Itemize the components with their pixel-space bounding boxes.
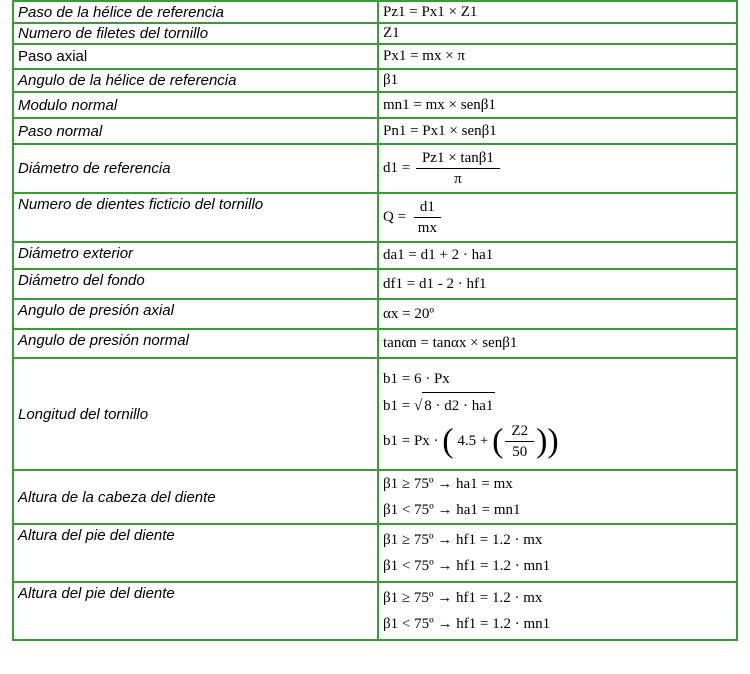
- formula-line: β1 < 75º → hf1 = 1.2 · mn1: [383, 558, 551, 574]
- table-row: [13, 329, 737, 358]
- formula-lhs: b1 = Px ·: [383, 432, 439, 449]
- table-row: [13, 193, 737, 242]
- table-row: [13, 582, 737, 640]
- row-label: Numero de filetes del tornillo: [13, 23, 378, 44]
- fraction-numerator: Z2: [505, 422, 534, 442]
- row-formula: Z1: [378, 23, 737, 44]
- table-row: [13, 242, 737, 269]
- row-formula: Pn1 = Px1 × senβ1: [378, 118, 737, 144]
- formula-line: β1 ≥ 75º → hf1 = 1.2 · mx: [383, 590, 543, 606]
- row-formula: df1 = d1 - 2 · hf1: [378, 269, 737, 299]
- row-label: Longitud del tornillo: [13, 358, 378, 470]
- table-row: [13, 524, 737, 582]
- formula-table: [12, 0, 738, 641]
- row-label: Diámetro exterior: [13, 242, 378, 269]
- row-label: Diámetro del fondo: [13, 269, 378, 299]
- fraction: [416, 149, 500, 188]
- formula-line: β1 < 75º → hf1 = 1.2 · mn1: [383, 616, 551, 632]
- table-row: [13, 118, 737, 144]
- formula-line: [383, 419, 732, 463]
- row-label: Angulo de presión axial: [13, 299, 378, 329]
- row-formula: mn1 = mx × senβ1: [378, 92, 737, 118]
- formula-term: 4.5 +: [457, 432, 489, 449]
- close-paren: ): [547, 422, 559, 460]
- formula-line: β1 < 75º → ha1 = mn1: [383, 502, 521, 518]
- row-label: Paso normal: [13, 118, 378, 144]
- row-label: Angulo de presión normal: [13, 329, 378, 358]
- fraction-denominator: mx: [417, 220, 437, 236]
- table-row: [13, 1, 737, 23]
- row-formula: [378, 144, 737, 193]
- row-label: Paso axial: [13, 44, 378, 69]
- fraction: [505, 422, 534, 461]
- formula-lhs: Q =: [383, 208, 407, 225]
- row-formula: [378, 582, 737, 640]
- row-formula: β1: [378, 69, 737, 92]
- table-row: [13, 269, 737, 299]
- row-label: Modulo normal: [13, 92, 378, 118]
- table-row: [13, 299, 737, 329]
- fraction-numerator: d1: [414, 198, 441, 218]
- open-paren: (: [442, 422, 454, 460]
- row-label: Numero de dientes ficticio del tornillo: [13, 193, 378, 242]
- table-row: [13, 23, 737, 44]
- formula-line: β1 ≥ 75º → ha1 = mx: [383, 476, 513, 492]
- row-formula: [378, 358, 737, 470]
- table-row: [13, 92, 737, 118]
- row-label: Altura del pie del diente: [13, 582, 378, 640]
- fraction-denominator: 50: [512, 443, 528, 460]
- open-paren: (: [492, 422, 504, 460]
- row-label: Altura de la cabeza del diente: [13, 470, 378, 524]
- row-formula: da1 = d1 + 2 · ha1: [378, 242, 737, 269]
- table-row: [13, 470, 737, 524]
- table-row: [13, 358, 737, 470]
- row-label: Altura del pie del diente: [13, 524, 378, 582]
- row-formula: Pz1 = Px1 × Z1: [378, 1, 737, 23]
- row-formula: Px1 = mx × π: [378, 44, 737, 69]
- table-row: [13, 69, 737, 92]
- row-label: Angulo de la hélice de referencia: [13, 69, 378, 92]
- formula-line: [383, 392, 732, 419]
- formula-lhs: b1 = √: [383, 397, 423, 414]
- row-formula: [378, 524, 737, 582]
- formula-line: β1 ≥ 75º → hf1 = 1.2 · mx: [383, 532, 543, 548]
- row-formula: [378, 193, 737, 242]
- radicand: 8 · d2 · ha1: [422, 392, 495, 419]
- row-formula: [378, 470, 737, 524]
- row-formula: αx = 20º: [378, 299, 737, 329]
- row-formula: tanαn = tanαx × senβ1: [378, 329, 737, 358]
- formula-lhs: d1 =: [383, 159, 411, 176]
- table-row: [13, 144, 737, 193]
- row-label: Paso de la hélice de referencia: [13, 1, 378, 23]
- table-row: [13, 44, 737, 69]
- close-paren: ): [536, 422, 548, 460]
- fraction-denominator: π: [454, 171, 462, 187]
- fraction-numerator: Pz1 × tanβ1: [416, 149, 500, 169]
- fraction: [412, 198, 443, 237]
- formula-line: b1 = 6 · Px: [383, 370, 450, 387]
- row-label: Diámetro de referencia: [13, 144, 378, 193]
